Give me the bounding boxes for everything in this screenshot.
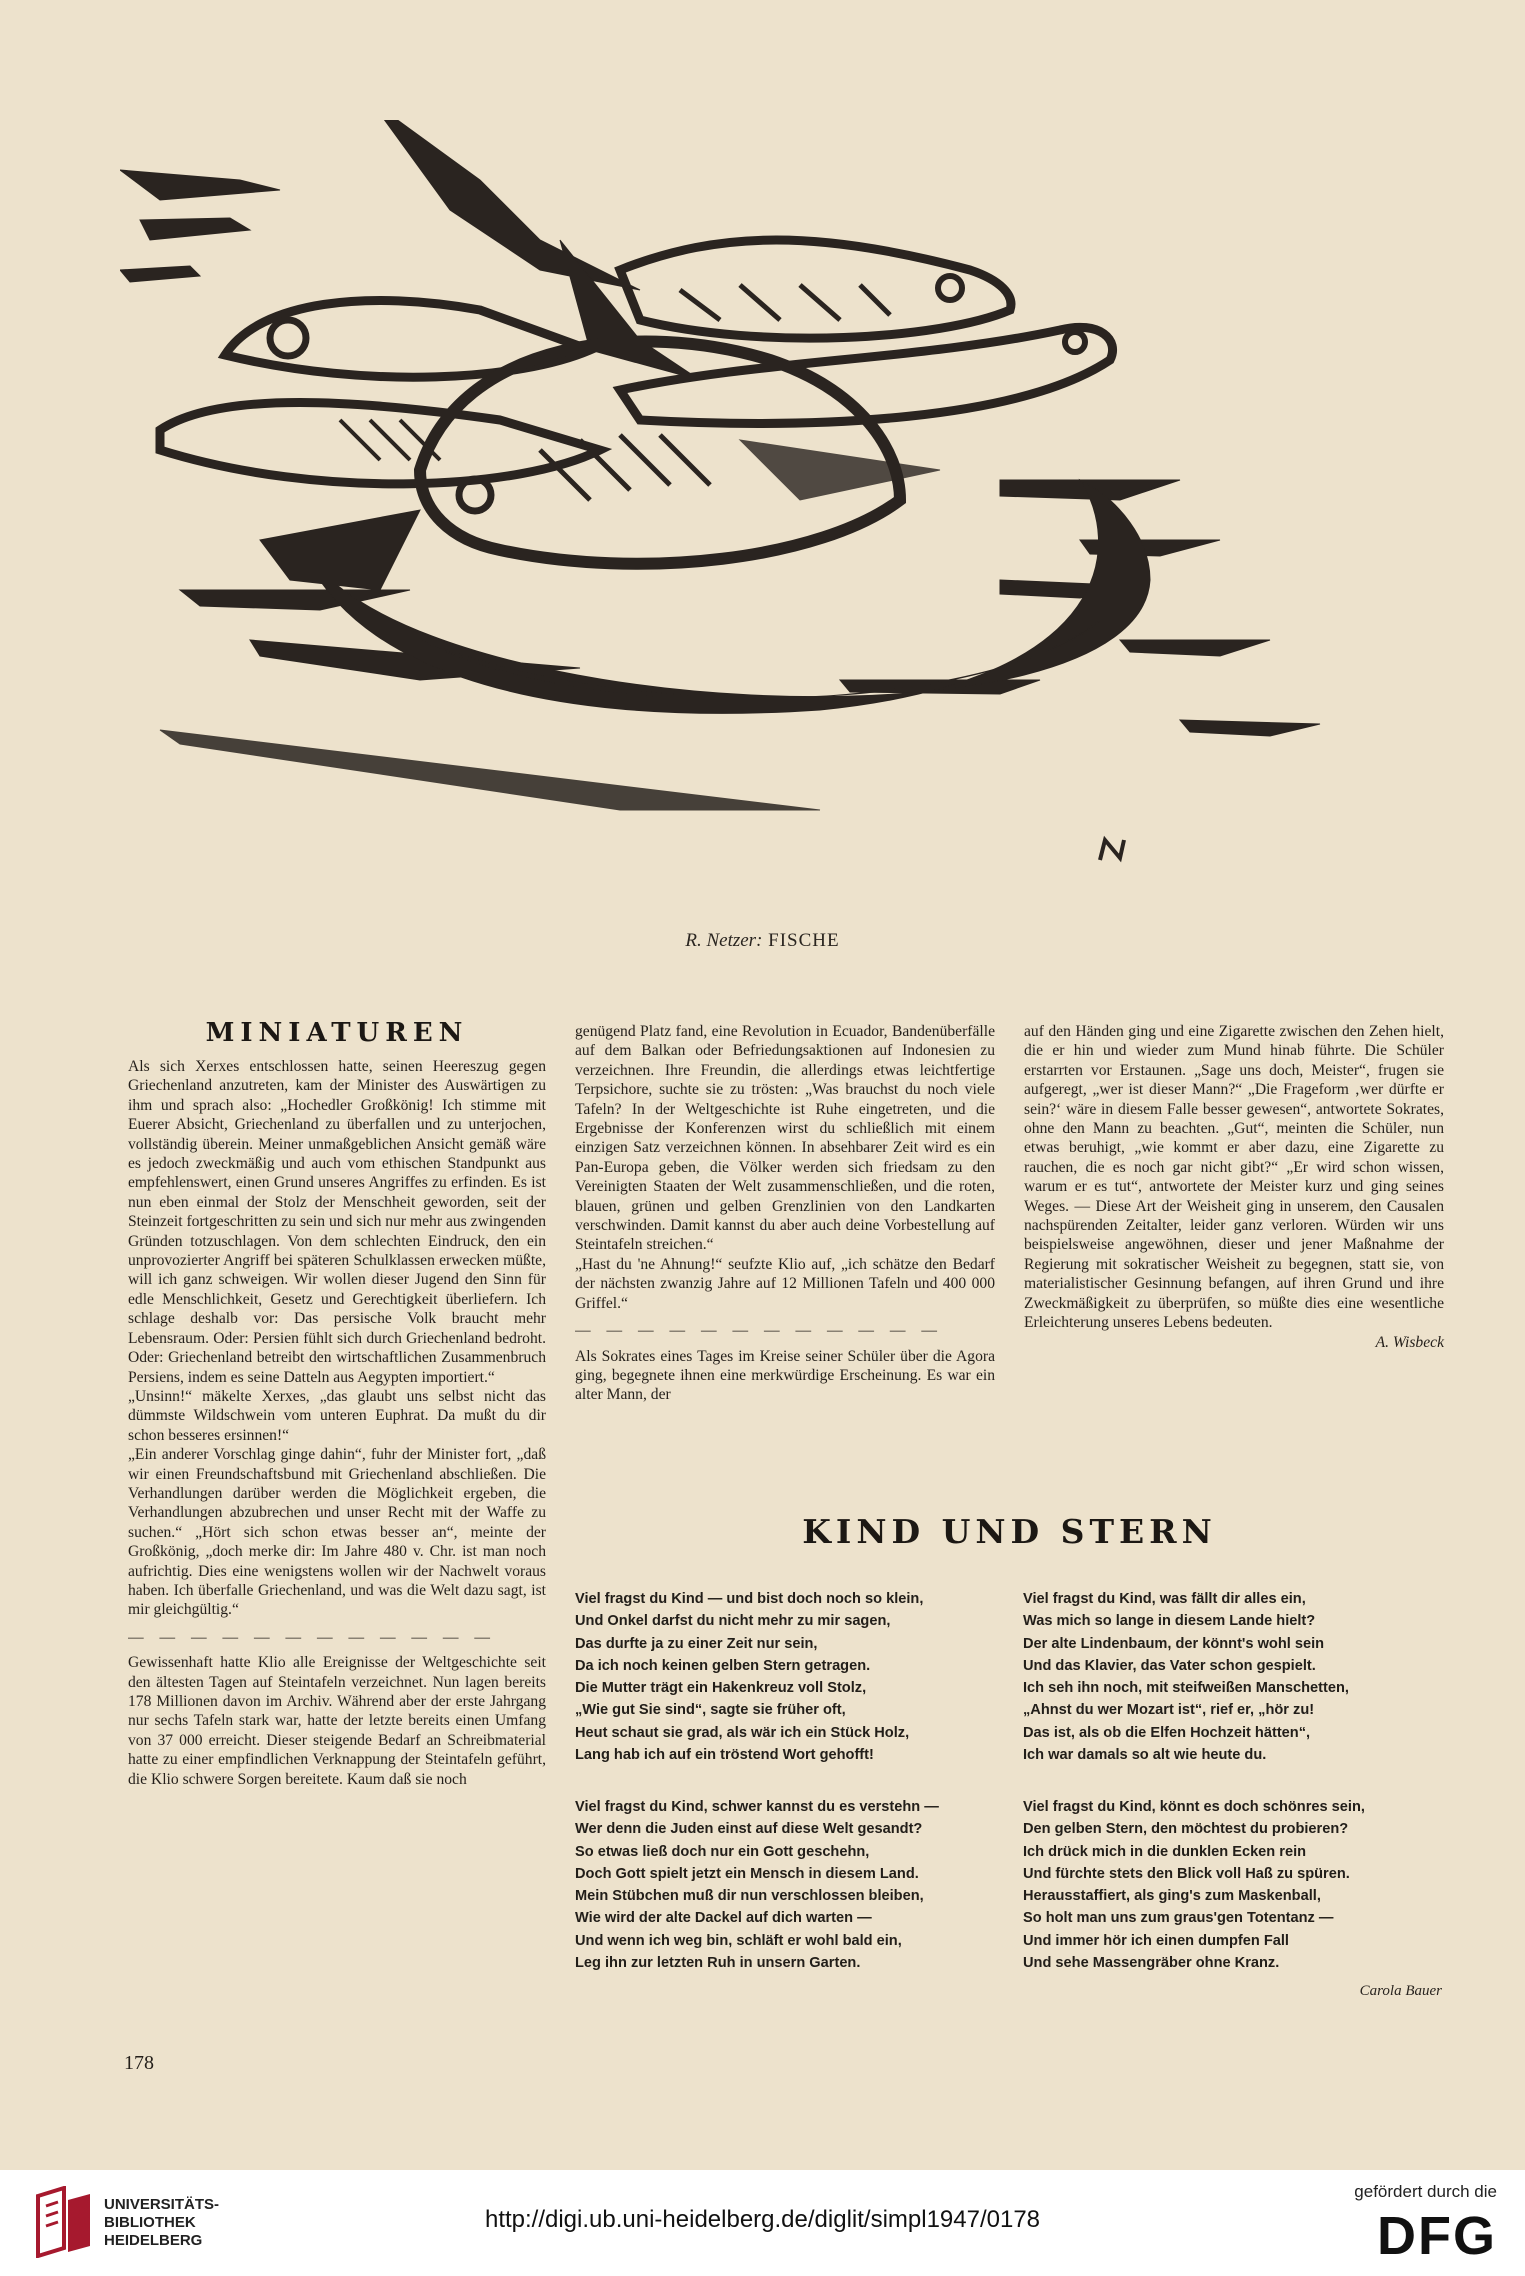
paragraph: „Ein anderer Vorschlag ginge dahin“, fuhr der Minister fort, „daß wir einen Freundschaftsbund mit Griechenland abschließen. Die Verhandlungen darüber werden die Möglichkeit ergeben, die Verhandlungen abzubrechen und unser Recht mit der Waffe zu suchen.“ „Hört sich schon etwas besser an“, meinte der Großkönig, „doch merke dir: Im Jahre 480 v. Chr. ist man noch aufrichtig. Dies eine wenigstens wollen wir der Nachwelt voraus haben. Ich überfalle Griechenland, und was die Welt dazu sagt, ist mir gleichgültig.“ [128,1446,546,1619]
poem-line: Das durfte ja zu einer Zeit nur sein, [575,1635,818,1652]
permalink-url[interactable]: http://digi.ub.uni-heidelberg.de/diglit/simpl1947/0178 [484,2206,1041,2233]
poem-line: Viel fragst du Kind, könnt es doch schönres sein, [1023,1799,1365,1815]
library-name-line: BIBLIOTHEK [104,2214,196,2231]
poem-line: Ich war damals so alt wie heute du. [1023,1747,1267,1764]
poem-stanza-3 [575,1796,1005,1974]
section-separator: — — — — — — — — — — — — [128,1628,497,1646]
poem-line: Das ist, als ob die Elfen Hochzeit hätten“, [1023,1724,1311,1741]
poem-line: „Wie gut Sie sind“, sagte sie früher oft, [575,1702,846,1719]
poem-line: Heut schaut sie grad, als wär ich ein Stück Holz, [575,1724,910,1741]
caption-artist: R. Netzer: [685,930,763,951]
library-name-line: UNIVERSITÄTS- [104,2196,220,2213]
poem-signature: Carola Bauer [1359,1983,1442,1999]
article-column-3 [1024,1022,1444,1352]
poem-stanza-4 [1023,1796,1453,1974]
poem-line: Und das Klavier, das Vater schon gespielt. [1023,1657,1316,1674]
article-column-1 [128,1057,546,1789]
paragraph: „Unsinn!“ mäkelte Xerxes, „das glaubt uns selbst nicht das dümmste Wildschwein vom unteren Euphrat. Da mußt du dir schon besseres ersinnen!“ [128,1387,546,1444]
poem-line: Und Onkel darfst du nicht mehr zu mir sagen, [575,1613,891,1630]
poem-line: Und sehe Massengräber ohne Kranz. [1023,1955,1280,1972]
page-number: 178 [124,2052,154,2074]
poem-line: Und wenn ich weg bin, schläft er wohl bald ein, [575,1932,902,1949]
poem-line: Den gelben Stern, den möchtest du probieren? [1023,1821,1349,1838]
paragraph: auf den Händen ging und eine Zigarette zwischen den Zehen hielt, die er hin und wieder zum Mund hinab führte. Die Schüler erstarrten vor Erstaunen. „Sage uns doch, Meister“, frugen sie aufgeregt, „wer ist dieser Mann?“ „Die Frageform ‚wer dürfte er sein?‘ wäre in diesem Falle besser gewesen“, antwortete Sokrates, ohne den Mann zu beachten. „Gut“, meinten die Schüler, nun etwas beruhigt, „wie kommt er aber dazu, eine Zigarette zu rauchen, die es noch gar nicht gibt?“ „Er wird schon wissen, warum er es tut“, antwortete der Meister kurz und ging seines Weges. — Diese Art der Weisheit ging in unserem, den Causalen nachspürenden Zeitalter, leider ganz verloren. Würden wir uns beispielsweise angewöhnen, dieser und jener Maßnahme der Regierung mit sokratischer Weisheit zu begegnen, statt sie, von materialistischer Gesinnung befangen, auf ihren Grund und ihre Zweckmäßigkeit zu überprüfen, so müßte dies eine wesentliche Erleichterung unseres Lebens bedeuten. [1024,1023,1444,1332]
poem-line: Herausstaffiert, als ging's zum Maskenball, [1023,1888,1321,1905]
poem-line: Da ich noch keinen gelben Stern getragen. [575,1657,871,1674]
paragraph: Gewissenhaft hatte Klio alle Ereignisse der Weltgeschichte seit den ältesten Tagen auf Steintafeln verzeichnet. Nun lagen bereits 178 Millionen davon im Archiv. Während aber der erste Jahrgang nur sechs Tafeln stark war, hatte der letzte bereits einen Umfang von 37 000 erreicht. Dieser steigende Bedarf an Schreibmaterial hatte zu einer empfindlichen Verknappung der Steintafeln geführt, die Klio schwere Sorgen bereitete. Kaum daß sie noch [128,1654,546,1788]
paragraph: genügend Platz fand, eine Revolution in Ecuador, Bandenüberfälle auf dem Balkan oder Befriedungsaktionen auf Indonesien zu verzeichnen. Ihre Freundin, die allerdings etwas leichtfertige Terpsichore, suchte sie zu trösten: „Was brauchst du noch viele Tafeln? In der Weltgeschichte ist Ruhe eingetreten, und die Ergebnisse der Konferenzen wirst du schließlich mit einem einzigen Satz verzeichnen können. In absehbarer Zeit wird es ein Pan-Europa geben, die Völker werden sich friedsam zu den Vereinigten Staaten der Welt zusammenschließen, und die roten, blauen, grünen und gelben Grenzlinien von den Landkarten verschwinden. Damit kannst du aber auch deine Vorbestellung auf Steintafeln streichen.“ [575,1023,995,1254]
poem-line: Lang hab ich auf ein tröstend Wort gehofft! [575,1747,874,1764]
article-title-miniaturen: MINIATUREN [205,1018,469,1048]
funding-label: gefördert durch die [1354,2182,1497,2201]
poem-line: Viel fragst du Kind, schwer kannst du es verstehn — [575,1799,939,1815]
article-signature: A. Wisbeck [1375,1333,1444,1351]
poem-line: Doch Gott spielt jetzt ein Mensch in diesem Land. [575,1865,919,1882]
poem-line: Viel fragst du Kind, was fällt dir alles ein, [1023,1591,1306,1607]
poem-line: Der alte Lindenbaum, der könnt's wohl sein [1023,1635,1325,1652]
paragraph: Als Sokrates eines Tages im Kreise seiner Schüler über die Agora ging, begegnete ihnen eine merkwürdige Erscheinung. Es war ein alter Mann, der [575,1347,995,1404]
poem-line: Leg ihn zur letzten Ruh in unsern Garten. [575,1955,861,1972]
poem-line: Und fürchte stets den Blick voll Haß zu spüren. [1023,1865,1350,1882]
poem-line: So etwas ließ doch nur ein Gott geschehn, [575,1843,870,1860]
paragraph: „Hast du 'ne Ahnung!“ seufzte Klio auf, „ich schätze den Bedarf der nächsten zwanzig Jahre auf 12 Millionen Tafeln und 400 000 Griffel.“ [575,1255,995,1312]
dfg-logo[interactable]: DFG [1377,2206,1497,2266]
poem-line: Ich drück mich in die dunklen Ecken rein [1023,1843,1307,1860]
poem-stanza-1 [575,1588,995,1766]
poem-line: Viel fragst du Kind — und bist doch noch so klein, [575,1591,924,1607]
poem-line: Wie wird der alte Dackel auf dich warten — [575,1910,872,1927]
poem-line: Die Mutter trägt ein Hakenkreuz voll Stolz, [575,1680,867,1697]
poem-line: So holt man uns zum graus'gen Totentanz — [1023,1910,1334,1927]
paragraph: Als sich Xerxes entschlossen hatte, seinen Heereszug gegen Griechenland anzutreten, kam der Minister des Auswärtigen zu ihm und sprach also: „Hochedler Großkönig! Ich stimme mit Euerer Absicht, Griechenland zu überfallen und zu unterjochen, vollständig überein. Meiner unmaßgeblichen Ansicht gemäß wäre es jedoch zweckmäßig und auch vom ethischen Standpunkt aus empfehlenswert, einen Grund unseres Angriffes zu erfinden. Es ist nun eben einmal der Stolz der Menschheit geworden, seit der Steinzeit fortgeschritten zu sein und sich nur mehr aus zwingenden Gründen totzuschlagen. Von dem schlechten Eindruck, den ein unprovozierter Angriff bei späteren Schulklassen erwecken müßte, will ich ganz schweigen. Wir wollen dieser Jugend den Sinn für edle Menschlichkeit, Gesetz und Gerechtigkeit überliefern. Ich schlage deshalb vor: Das persische Volk braucht mehr Lebensraum. Oder: Persien fühlt sich durch Griechenland bedroht. Oder: Griechenland betreibt den wirtschaftlichen Zusammenbruch Persiens, indem es seine Datteln aus Aegypten importiert.“ [128,1058,546,1386]
caption-title: FISCHE [768,930,840,951]
poem-line: „Ahnst du wer Mozart ist“, rief er, „hör zu! [1023,1702,1315,1719]
illustration-caption [0,930,1525,952]
poem-stanza-2 [1023,1588,1453,1766]
woodcut-illustration-fish [120,120,1360,920]
digitization-footer [0,2170,1525,2276]
poem-line: Ich seh ihn noch, mit steifweißen Manschetten, [1023,1680,1349,1697]
poem-line: Wer denn die Juden einst auf diese Welt gesandt? [575,1821,923,1838]
poem-line: Mein Stübchen muß dir nun verschlossen bleiben, [575,1888,924,1905]
section-separator: — — — — — — — — — — — — [575,1322,944,1340]
article-column-2 [575,1022,995,1405]
library-name-line: HEIDELBERG [104,2232,203,2249]
poem-line: Was mich so lange in diesem Lande hielt? [1023,1613,1316,1630]
poem-title: KIND UND STERN [802,1512,1217,1551]
poem-line: Und immer hör ich einen dumpfen Fall [1023,1932,1289,1949]
